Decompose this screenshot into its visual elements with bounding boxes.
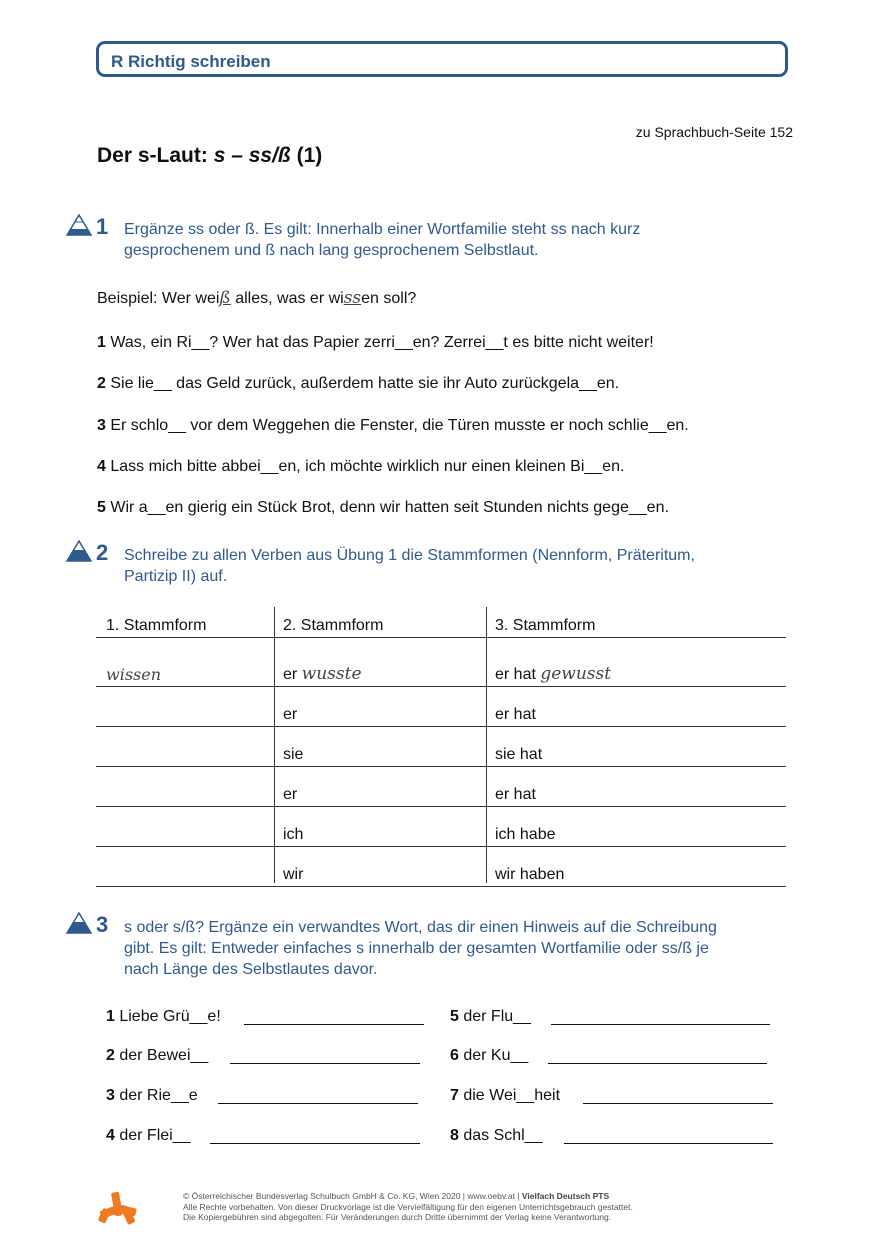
exercise-1-item: 2 Sie lie__ das Geld zurück, außerdem hatte sie ihr Auto zurückgela__en. (97, 375, 620, 392)
handwritten-answer: gewusst (540, 664, 612, 684)
page-title: Der s-Laut: s – ss/ß (1) (97, 144, 323, 167)
exercise-3-instruction: s oder s/ß? Ergänze ein verwandtes Wort, das dir einen Hinweis auf die Schreibung gibt. Es gilt: Entweder einfaches s innerhalb der gesamten Wortfamilie oder ss/ß je nach Länge des Selbstlautes davor. (124, 919, 717, 978)
exercise-1-item: 1 Was, ein Ri__? Wer hat das Papier zerri__en? Zerrei__t es bitte nicht weiter! (97, 334, 654, 351)
answer-blank[interactable] (244, 1010, 424, 1025)
answer-blank[interactable] (230, 1049, 420, 1064)
answer-blank[interactable] (551, 1010, 770, 1025)
section-header (96, 41, 788, 77)
textbook-reference: zu Sprachbuch-Seite 152 (635, 124, 793, 140)
exercise-3-item: 8 das Schl__ (450, 1127, 543, 1144)
table-header-cell: 3. Stammform (495, 617, 596, 634)
table-row: sie sie hat (96, 727, 786, 767)
table-header-cell: 1. Stammform (106, 617, 207, 634)
table-row: wir wir haben (96, 847, 786, 887)
copyright-notice: © Österreichischer Bundesverlag Schulbuch GmbH & Co. KG, Wien 2020 | www.oebv.at | Vielfach Deutsch PTS Alle Rechte vorbehalten. Von dieser Druckvorlage ist die Vervielfältigung für den eigenen Unterrichtsgebrauch gestattet. Die Kopiergebühren sind abgegolten. Für Veränderungen durch Dritte übernimmt der Verlag keine Verantwortung. (183, 1191, 633, 1222)
answer-blank[interactable] (218, 1089, 418, 1104)
table-header-cell: 2. Stammform (283, 617, 384, 634)
answer-blank[interactable] (210, 1129, 420, 1144)
exercise-1-instruction: Ergänze ss oder ß. Es gilt: Innerhalb einer Wortfamilie steht ss nach kurz gesprochenem und ß nach lang gesprochenem Selbstlaut. (124, 221, 641, 259)
exercise-3-item: 1 Liebe Grü__e! (106, 1008, 221, 1025)
example-sentence: Beispiel: Wer weiß alles, was er wissen soll? (97, 288, 417, 308)
exercise-3-item: 3 der Rie__e (106, 1087, 198, 1104)
exercise-3-item: 7 die Wei__heit (450, 1087, 561, 1104)
answer-blank[interactable] (548, 1049, 767, 1064)
difficulty-pyramid-icon (66, 214, 92, 236)
title-italic: s – ss/ß (213, 144, 291, 167)
exercise-3-item: 4 der Flei__ (106, 1127, 191, 1144)
exercise-2-number: 2 (96, 540, 109, 565)
table-row-example: wissen er wusste er hat gewusst (96, 638, 786, 687)
table-row: er er hat (96, 687, 786, 727)
exercise-1-item: 4 Lass mich bitte abbei__en, ich möchte wirklich nur einen kleinen Bi__en. (97, 458, 625, 475)
answer-blank[interactable] (583, 1089, 773, 1104)
table-header-row (96, 607, 786, 638)
exercise-3-item: 6 der Ku__ (450, 1047, 529, 1064)
table-row: er er hat (96, 767, 786, 807)
exercise-3-item: 2 der Bewei__ (106, 1047, 209, 1064)
answer-blank[interactable] (564, 1129, 773, 1144)
publisher-logo-icon (98, 1190, 138, 1230)
exercise-2-instruction: Schreibe zu allen Verben aus Übung 1 die Stammformen (Nennform, Präteritum, Partizip II) auf. (124, 547, 695, 585)
difficulty-pyramid-icon (66, 912, 92, 934)
exercise-1-number: 1 (96, 214, 109, 239)
handwritten-answer: wissen (106, 665, 162, 684)
section-header-label: R Richtig schreiben (111, 52, 271, 71)
stem-forms-table (96, 607, 786, 887)
difficulty-pyramid-icon (66, 540, 92, 562)
exercise-3-number: 3 (96, 912, 109, 937)
exercise-1-item: 3 Er schlo__ vor dem Weggehen die Fenster, die Türen musste er noch schlie__en. (97, 417, 689, 434)
exercise-3-item: 5 der Flu__ (450, 1008, 531, 1025)
table-row: ich ich habe (96, 807, 786, 847)
handwritten-answer: wusste (301, 664, 362, 684)
exercise-1-item: 5 Wir a__en gierig ein Stück Brot, denn wir hatten seit Stunden nichts gege__en. (97, 499, 669, 516)
